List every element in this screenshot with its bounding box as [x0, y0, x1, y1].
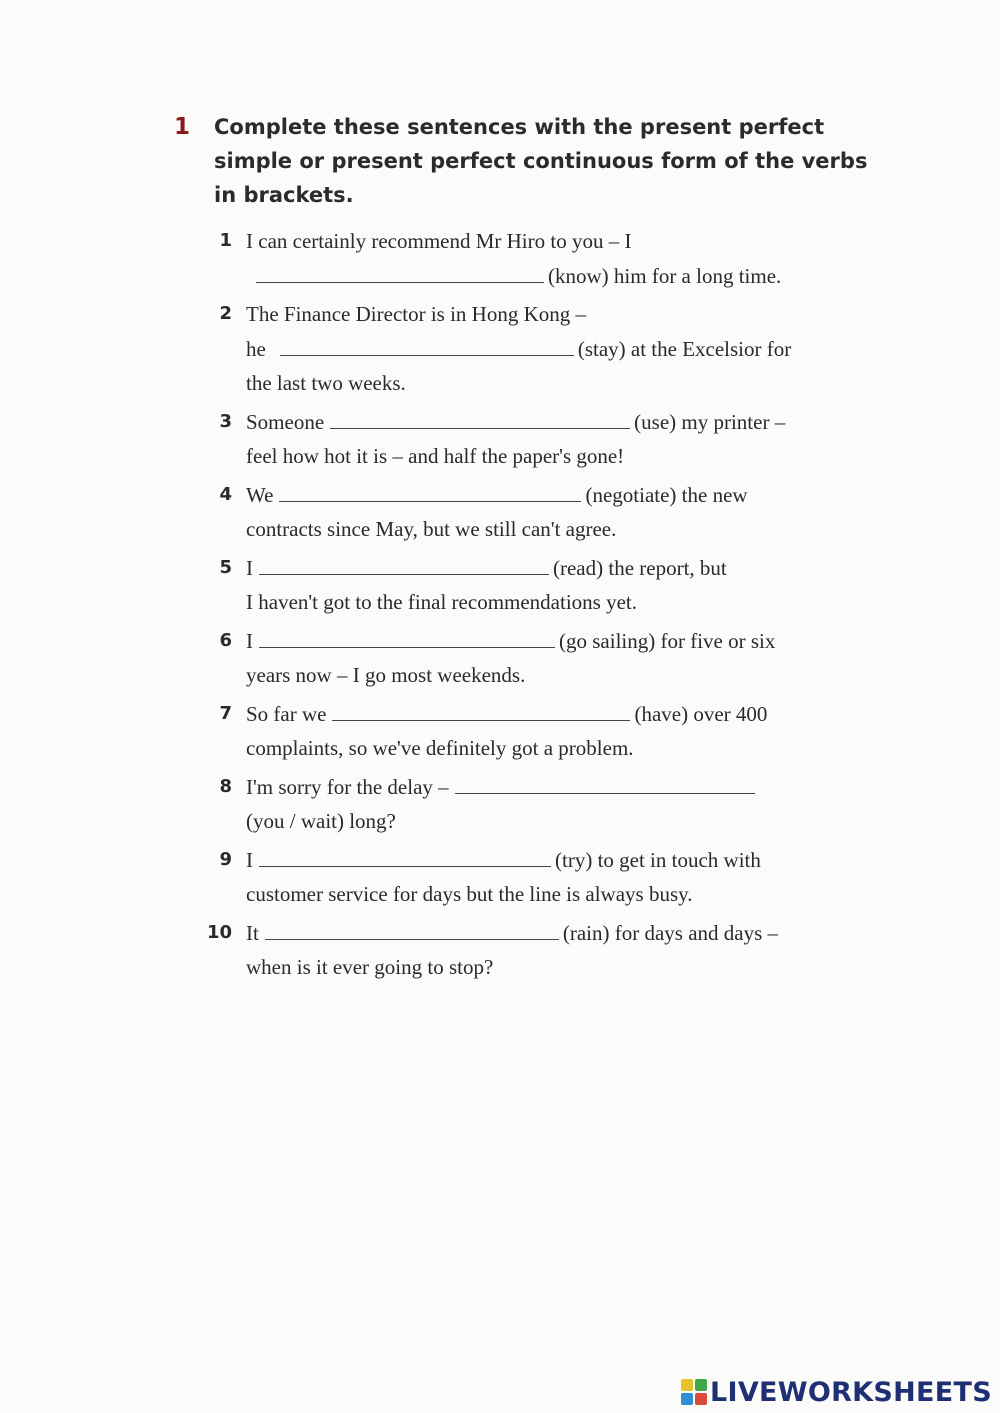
- sentence-text: I haven't got to the final recommendations yet.: [246, 590, 638, 614]
- sentence-text: (negotiate) the new: [585, 482, 748, 507]
- answer-blank-1[interactable]: [256, 262, 544, 283]
- sentence-item-4: [174, 478, 894, 547]
- sentence-line: [246, 405, 894, 440]
- sentence-line: [246, 877, 894, 912]
- sentence-text: We: [246, 482, 274, 507]
- sentence-item-8: [174, 770, 894, 839]
- exercise: [174, 110, 894, 989]
- sentence-item-3: [174, 405, 894, 474]
- sentence-text: (try) to get in touch with: [555, 847, 761, 872]
- sentence-text: So far we: [246, 701, 327, 726]
- sentence-text: It: [246, 920, 259, 945]
- sentence-item-7: [174, 697, 894, 766]
- item-number: 3: [219, 410, 232, 432]
- sentence-line: [246, 366, 894, 401]
- sentence-line: [246, 916, 894, 951]
- item-number: 6: [219, 629, 232, 651]
- sentence-text: I: [246, 628, 253, 653]
- sentence-line: [246, 297, 894, 332]
- item-number: 4: [219, 483, 232, 505]
- sentence-line: [246, 658, 894, 693]
- instruction-line: Complete these sentences with the present perfect: [214, 115, 825, 139]
- sentence-line: [246, 478, 894, 513]
- sentence-text: (stay) at the Excelsior for: [577, 336, 792, 361]
- sentence-line: [246, 259, 894, 294]
- answer-blank-9[interactable]: [259, 846, 551, 867]
- sentence-text: (rain) for days and days –: [562, 920, 779, 945]
- sentence-text: (read) the report, but: [553, 555, 727, 580]
- answer-blank-8[interactable]: [455, 773, 755, 794]
- answer-blank-2[interactable]: [280, 335, 574, 356]
- sentence-line: [246, 770, 894, 805]
- instruction-line: simple or present perfect continuous form of the verbs: [214, 149, 868, 173]
- sentence-text: (have) over 400: [634, 701, 768, 726]
- sentence-text: I: [246, 847, 253, 872]
- sentence-text: (you / wait) long?: [246, 809, 396, 833]
- sentence-text: when is it ever going to stop?: [246, 955, 494, 979]
- sentence-text: complaints, so we've definitely got a problem.: [246, 736, 634, 760]
- sentence-item-5: [174, 551, 894, 620]
- sentence-line: [246, 332, 894, 367]
- sentence-line: [246, 731, 894, 766]
- answer-blank-5[interactable]: [259, 554, 549, 575]
- sentence-text: I'm sorry for the delay –: [246, 774, 449, 799]
- sentence-text: feel how hot it is – and half the paper's gone!: [246, 444, 625, 468]
- sentence-text: I can certainly recommend Mr Hiro to you – I: [246, 229, 632, 253]
- sentence-line: [246, 439, 894, 474]
- answer-blank-7[interactable]: [332, 700, 630, 721]
- sentence-text: contracts since May, but we still can't agree.: [246, 517, 617, 541]
- answer-blank-4[interactable]: [279, 481, 581, 502]
- sentence-text: the last two weeks.: [246, 371, 406, 395]
- item-number: 10: [206, 921, 232, 943]
- liveworksheets-logo-icon: [681, 1379, 707, 1405]
- sentence-line: [246, 624, 894, 659]
- liveworksheets-logo: [681, 1377, 992, 1407]
- exercise-number: 1: [174, 114, 191, 140]
- sentence-text: (know) him for a long time.: [548, 263, 782, 288]
- sentence-line: [246, 697, 894, 732]
- item-number: 7: [219, 702, 232, 724]
- sentence-line: [246, 804, 894, 839]
- sentence-text: Someone: [246, 409, 325, 434]
- item-number: 8: [219, 775, 232, 797]
- sentence-line: [246, 512, 894, 547]
- answer-blank-10[interactable]: [265, 919, 559, 940]
- item-number: 9: [219, 848, 232, 870]
- sentence-text: (use) my printer –: [634, 409, 786, 434]
- item-number: 1: [219, 230, 232, 251]
- sentence-text: (go sailing) for five or six: [559, 628, 776, 653]
- answer-blank-6[interactable]: [259, 627, 555, 648]
- sentence-item-10: [174, 916, 894, 985]
- sentence-list: [174, 224, 894, 985]
- instruction-line: in brackets.: [214, 183, 354, 207]
- sentence-item-1: [174, 224, 894, 293]
- sentence-line: [246, 551, 894, 586]
- sentence-line: [246, 224, 894, 259]
- sentence-line: [246, 843, 894, 878]
- sentence-line: [246, 585, 894, 620]
- sentence-item-2: [174, 297, 894, 401]
- sentence-line: [246, 950, 894, 985]
- exercise-instruction: [174, 110, 894, 212]
- logo-text: LIVEWORKSHEETS: [709, 1376, 992, 1408]
- sentence-text: customer service for days but the line is always busy.: [246, 882, 693, 906]
- item-number: 2: [219, 303, 232, 324]
- answer-blank-3[interactable]: [330, 408, 630, 429]
- sentence-text: I: [246, 555, 253, 580]
- sentence-item-6: [174, 624, 894, 693]
- sentence-text: The Finance Director is in Hong Kong –: [246, 302, 587, 326]
- sentence-text: he: [246, 336, 266, 361]
- sentence-item-9: [174, 843, 894, 912]
- item-number: 5: [219, 556, 232, 578]
- sentence-text: years now – I go most weekends.: [246, 663, 526, 687]
